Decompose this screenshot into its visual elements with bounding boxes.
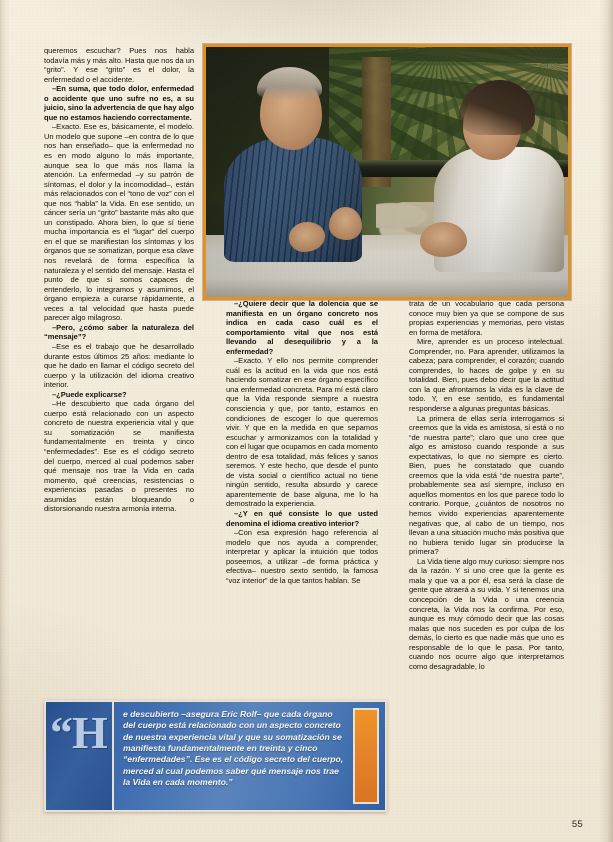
paragraph-question <box>44 323 194 342</box>
paragraph: trata de un vocabulario que cada persona conoce muy bien ya que se compone de sus propias experiencias y memorias, pero vistas en forma de metáfora. <box>409 299 564 337</box>
pull-quote-capcell <box>46 702 114 810</box>
paragraph-question <box>44 84 194 122</box>
paragraph: queremos escuchar? Pues nos habla todavía más y más alto. Hasta que nos da un “grito”. Y ese “grito” es el dolor, la enfermedad o el accidente. <box>44 46 194 84</box>
paragraph: –Con esa expresión hago referencia al modelo que nos ayuda a comprender, interpretar y aplicar la intuición que todos poseemos, a utilizar –de forma práctica y efectiva– nuestro sexto sentido, la famosa “voz interior” de la que tantos hablan. Se <box>226 528 378 585</box>
interview-photo <box>203 44 571 300</box>
paragraph: –Exacto. Ese es, básicamente, el modelo. Un modelo que supone –en contra de lo que nos han enseñado– que la enfermedad no es en modo alguno lo más importante, aunque sea lo que más nos llama la atención. La enfermedad –y su patrón de síntomas, el dolor y la incomodidad–, están más relacionados con el “tono de voz” con el que nos “habla” la Vida. En ese sentido, un cáncer sería un “grito” bastante más alto que un constipado. Ahora bien, lo que sí tiene mucha importancia es el “lugar” del cuerpo en el que se manifiestan los síntomas y los órganos que se somatizan, porque esa clave nos revelará de forma específica la naturaleza y el sentido del mensaje. Hasta el punto de que si somos capaces de entenderlo, lo integramos y asumimos, el órgano empieza a curarse rápidamente, a veces a tal velocidad que hasta puede parecer algo milagroso. <box>44 122 194 323</box>
question-text: –¿Y en qué consiste lo que usted denomina el idioma creativo interior? <box>226 509 378 528</box>
text-column-3 <box>409 299 564 671</box>
text-column-1 <box>44 46 194 514</box>
page-right-edge-shadow <box>599 0 613 842</box>
paragraph-question <box>226 509 378 528</box>
question-text: –En suma, que todo dolor, enfermedad o accidente que uno sufre no es, a su juicio, sino la advertencia de que hay algo que no estamos haciendo correctamente. <box>44 84 194 122</box>
left-man-hand-right <box>329 207 362 240</box>
text-column-2 <box>226 299 378 585</box>
pull-quote-box <box>44 700 387 812</box>
paragraph: –Exacto. Y ello nos permite comprender cuál es la actitud en la vida que nos está haciendo somatizar en ese órgano específico una enfermedad concreta. Para mí está claro que la Vida responde siempre a nuestra consciencia y que, por tanto, estamos en condiciones de escoger lo que queremos vivir. Y que en la medida en que sepamos escuchar y armonizamos con la totalidad y con el lugar que ocupamos en cada momento dentro de esa totalidad, más felices y sanos seremos. Y este hecho, que desde el punto de vista social o científico actual no tiene ningún sentido, resulta absurdo y carece aparentemente de base alguna, me lo ha demostrado la experiencia. <box>226 356 378 509</box>
paragraph: Mire, aprender es un proceso intelectual. Comprender, no. Para aprender, utilizamos la cabeza; para comprender, el corazón; cuando comprendes, lo haces de golpe y en su totalidad. Bien, pues debo decir que la actitud con la que afrontamos la vida es la clave de todo. Y, en ese sentido, es fundamental responderse a algunas preguntas básicas. <box>409 337 564 414</box>
paragraph: –He descubierto que cada órgano del cuerpo está relacionado con un aspecto concreto de nuestra experiencia vital y que su somatización se manifiesta fundamentalmente en treinta y cinco “enfermedades”. Ese es el código secreto del cuerpo, merced al cual podemos saber qué mensaje nos trae la Vida en cada momento, qué creencias, resistencias o experiencias pasadas o presentes no asumidas están bloqueando o distorsionando nuestra armonía interna. <box>44 399 194 514</box>
paragraph: La primera de ellas sería interrogarnos si creemos que la vida es amistosa, si está o no “de nuestra parte”; claro que uno cree que algo es amistoso cuando responde a sus expectativas, lo que no siempre es cierto. Bien, pues he constatado que cuando creemos que la vida está “de nuestra parte”, probablemente sea así siempre, incluso en aquellos momentos en los que parece todo lo contrario. Porque, ¿cuántos de nosotros no hemos vivido experiencias aparentemente negativas que, al cabo de un tiempo, nos llevan a una situación mucho más positiva que no hubiera tenido lugar sin producirse la primera? <box>409 413 564 557</box>
paragraph: La Vida tiene algo muy curioso: siempre nos da la razón. Y si uno cree que la gente es mala y que va a por él, esa será la clase de gente que atraerá a su vida. Y si tenemos una concepción de la Vida o una creencia concreta, la Vida nos la confirma. Por eso, aunque es muy cómodo decir que las cosas malas que nos suceden es por culpa de los demás, lo cierto es que nadie más que uno es responsable de lo que le pasa. Por tanto, cuando nos ocurre algo que interpretamos como desagradable, lo <box>409 556 564 671</box>
paragraph: –Ese es el trabajo que he desarrollado durante estos últimos 25 años: mediante lo que he dado en llamar el código secreto del cuerpo y la utilización del idioma creativo interior. <box>44 341 194 390</box>
page-left-edge-shadow <box>0 0 10 842</box>
pull-quote-drop-cap: “H <box>50 707 107 758</box>
pull-quote-text: e descubierto –asegura Eric Rolf– que cada órgano del cuerpo está relacionado con un aspecto concreto de nuestra experiencia vital y que su somatización se manifiesta fundamentalmente en treinta y cinco “enfermedades”. Ese es el código secreto del cuerpo, merced al cual podemos saber qué mensaje nos trae la Vida en cada momento.” <box>123 709 344 788</box>
right-man-hands <box>420 222 467 257</box>
paragraph-question <box>44 390 194 400</box>
question-text: –Pero, ¿cómo saber la naturaleza del “mensaje”? <box>44 322 194 342</box>
pull-quote-accent-bar <box>353 708 379 804</box>
question-text: –¿Quiere decir que la dolencia que se manifiesta en un órgano concreto nos indica en cada caso cuál es el comportamiento vital que nos está llevando al desequilibrio y a la enfermedad? <box>226 299 378 356</box>
photo-image <box>206 47 568 297</box>
paragraph-question <box>226 299 378 356</box>
question-text: –¿Puede explicarse? <box>52 389 127 399</box>
page-number: 55 <box>571 819 583 830</box>
